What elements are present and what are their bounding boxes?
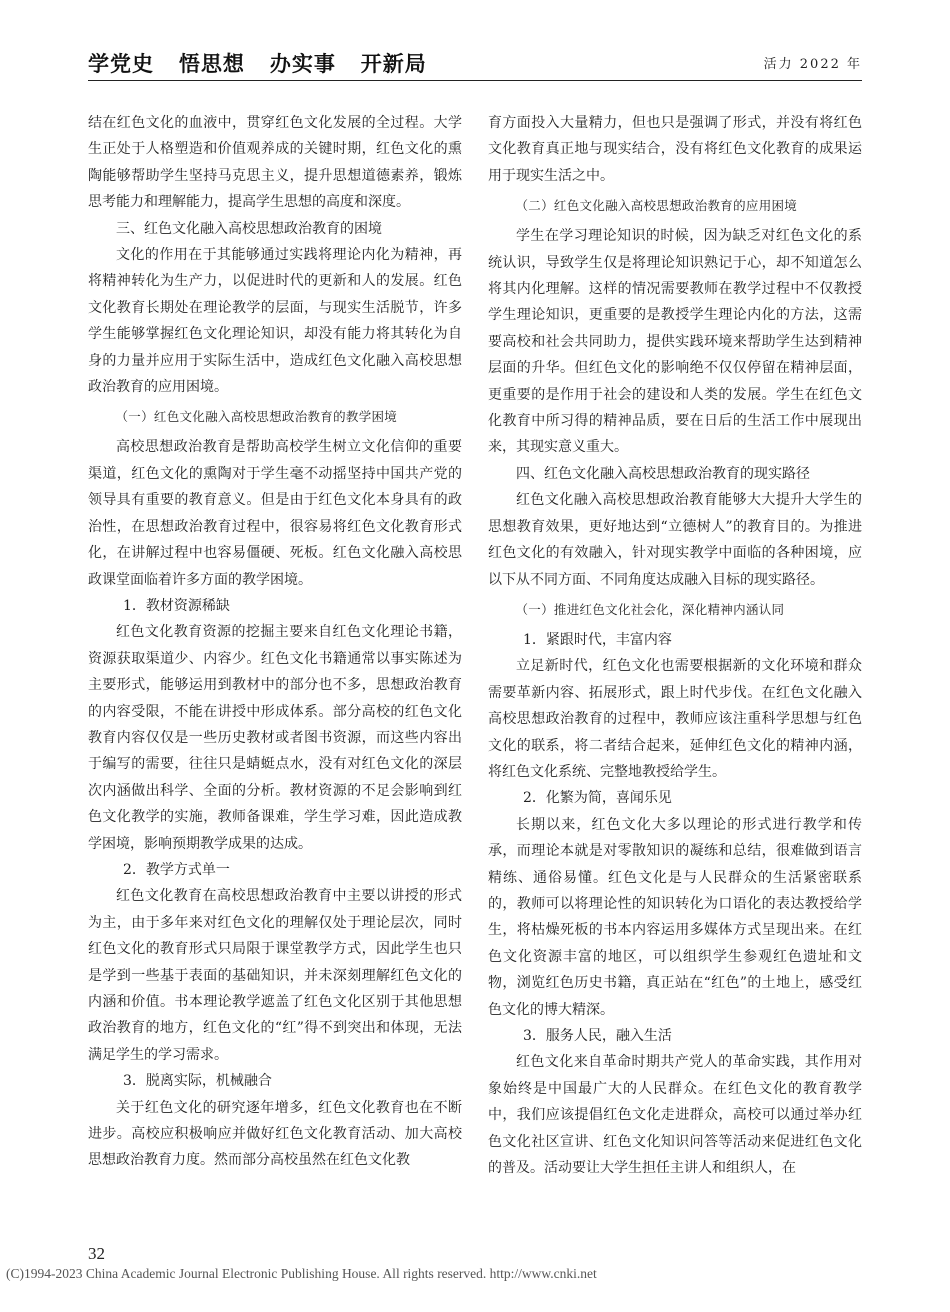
numbered-heading: 2．化繁为简，喜闻乐见 [523, 790, 672, 807]
numbered-heading: 3．服务人民，融入生活 [523, 1028, 672, 1044]
numbered-heading: 1．教材资源稀缺 [123, 597, 230, 614]
subsection-heading: （二）红色文化融入高校思想政治教育的应用困境 [515, 198, 798, 214]
paragraph: 结在红色文化的血液中，贯穿红色文化发展的全过程。大学生正处于人格塑造和价值观养成的关键时期，红色文化的熏陶能够帮助学生坚持马克思主义，提升思想道德素养，锻炼思考能力和理解能力，提高学生思想的高度和深度。 [88, 115, 462, 211]
header-title: 学党史 悟思想 办实事 开新局 [88, 52, 427, 76]
section-heading: 三、红色文化融入高校思想政治教育的困境 [116, 220, 382, 237]
paragraph: 立足新时代，红色文化也需要根据新的文化环境和群众需要革新内容、拓展形式，跟上时代步伐。在红色文化融入高校思想政治教育的过程中，教师应该注重科学思想与红色文化的联系，将二者结合起来，延伸红色文化的精神内涵，将红色文化系统、完整地教授给学生。 [488, 658, 862, 780]
numbered-heading: 1．紧跟时代，丰富内容 [523, 631, 672, 648]
paragraph: 红色文化融入高校思想政治教育能够大大提升大学生的思想教育效果，更好地达到“立德树人”的教育目的。为推进红色文化的有效融入，针对现实教学中面临的各种困境，应以下从不同方面、不同角度达成融入目标的现实路径。 [488, 492, 862, 588]
right-column [488, 110, 862, 1181]
numbered-heading: 2．教学方式单一 [123, 861, 230, 878]
journal-name: 活力 2022 年 [763, 57, 862, 72]
paragraph: 长期以来，红色文化大多以理论的形式进行教学和传承，而理论本就是对零散知识的凝练和总结，很难做到语言精练、通俗易懂。红色文化是与人民群众的生活紧密联系的，教师可以将理论性的知识转化为口语化的表达教授给学生，将枯燥死板的书本内容运用多媒体方式呈现出来。在红色文化资源丰富的地区，可以组织学生参观红色遗址和文物，浏览红色历史书籍，真正站在“红色”的土地上，感受红色文化的博大精深。 [488, 816, 862, 1018]
paragraph: 红色文化教育资源的挖掘主要来自红色文化理论书籍，资源获取渠道少、内容少。红色文化书籍通常以事实陈述为主要形式，能够运用到教材中的部分也不多，思想政治教育的内容受限，不能在讲授中形成体系。部分高校的红色文化教育内容仅仅是一些历史教材或者图书资源，而这些内容出于编写的需要，往往只是蜻蜓点水，没有对红色文化的深层次内涵做出科学、全面的分析。教材资源的不足会影响到红色文化教学的实施，教师备课难，学生学习难，因此造成教学困境，影响预期教学成果的达成。 [88, 624, 462, 852]
paragraph: 高校思想政治教育是帮助高校学生树立文化信仰的重要渠道，红色文化的熏陶对于学生毫不动摇坚持中国共产党的领导具有重要的教育意义。但是由于红色文化本身具有的政治性，在思想政治教育过程中，很容易将红色文化教育形式化，在讲解过程中也容易僵硬、死板。红色文化融入高校思政课堂面临着许多方面的教学困境。 [88, 439, 462, 588]
numbered-heading: 3．脱离实际，机械融合 [123, 1073, 272, 1090]
paragraph: 文化的作用在于其能够通过实践将理论内化为精神，再将精神转化为生产力，以促进时代的更新和人的发展。红色文化教育长期处在理论教学的层面，与现实生活脱节，许多学生能够掌握红色文化理论知识，却没有能力将其转化为自身的力量并应用于实际生活中，造成红色文化融入高校思想政治教育的应用困境。 [88, 247, 462, 396]
section-heading: 四、红色文化融入高校思想政治教育的现实路径 [516, 465, 810, 482]
paragraph: 学生在学习理论知识的时候，因为缺乏对红色文化的系统认识，导致学生仅是将理论知识熟记于心，却不知道怎么将其内化理解。这样的情况需要教师在教学过程中不仅教授学生理论知识，更重要的是教授学生理论内化的方法，这需要高校和社会共同助力，提供实践环境来帮助学生达到精神层面的升华。但红色文化的影响绝不仅仅停留在精神层面，更重要的是作用于社会的建设和人类的发展。学生在红色文化教育中所习得的精神品质，要在日后的生活工作中展现出来，其现实意义重大。 [488, 228, 862, 456]
page-number: 32 [88, 1244, 105, 1263]
paragraph: 关于红色文化的研究逐年增多，红色文化教育也在不断进步。高校应积极响应并做好红色文化教育活动、加大高校思想政治教育力度。然而部分高校虽然在红色文化教 [88, 1099, 462, 1169]
subsection-heading: （一）推进红色文化社会化，深化精神内涵认同 [515, 601, 785, 617]
running-header [88, 46, 862, 81]
copyright-footer: (C)1994-2023 China Academic Journal Electronic Publishing House. All rights reserved. http://www.cnki.net [6, 1266, 597, 1281]
paragraph: 育方面投入大量精力，但也只是强调了形式，并没有将红色文化教育真正地与现实结合，没有将红色文化教育的成果运用于现实生活之中。 [488, 115, 862, 184]
paragraph: 红色文化教育在高校思想政治教育中主要以讲授的形式为主，由于多年来对红色文化的理解仅处于理论层次，同时红色文化的教育形式只局限于课堂教学方式，因此学生也只是学到一些基于表面的基础知识，并未深刻理解红色文化的内涵和价值。书本理论教学遮盖了红色文化区别于其他思想政治教育的地方，红色文化的“红”得不到突出和体现，无法满足学生的学习需求。 [88, 888, 462, 1063]
paragraph: 红色文化来自革命时期共产党人的革命实践，其作用对象始终是中国最广大的人民群众。在红色文化的教育教学中，我们应该提倡红色文化走进群众，高校可以通过举办红色文化社区宣讲、红色文化知识问答等活动来促进红色文化的普及。活动要让大学生担任主讲人和组织人，在 [488, 1054, 862, 1177]
subsection-heading: （一）红色文化融入高校思想政治教育的教学困境 [115, 409, 398, 425]
left-column [88, 110, 462, 1174]
